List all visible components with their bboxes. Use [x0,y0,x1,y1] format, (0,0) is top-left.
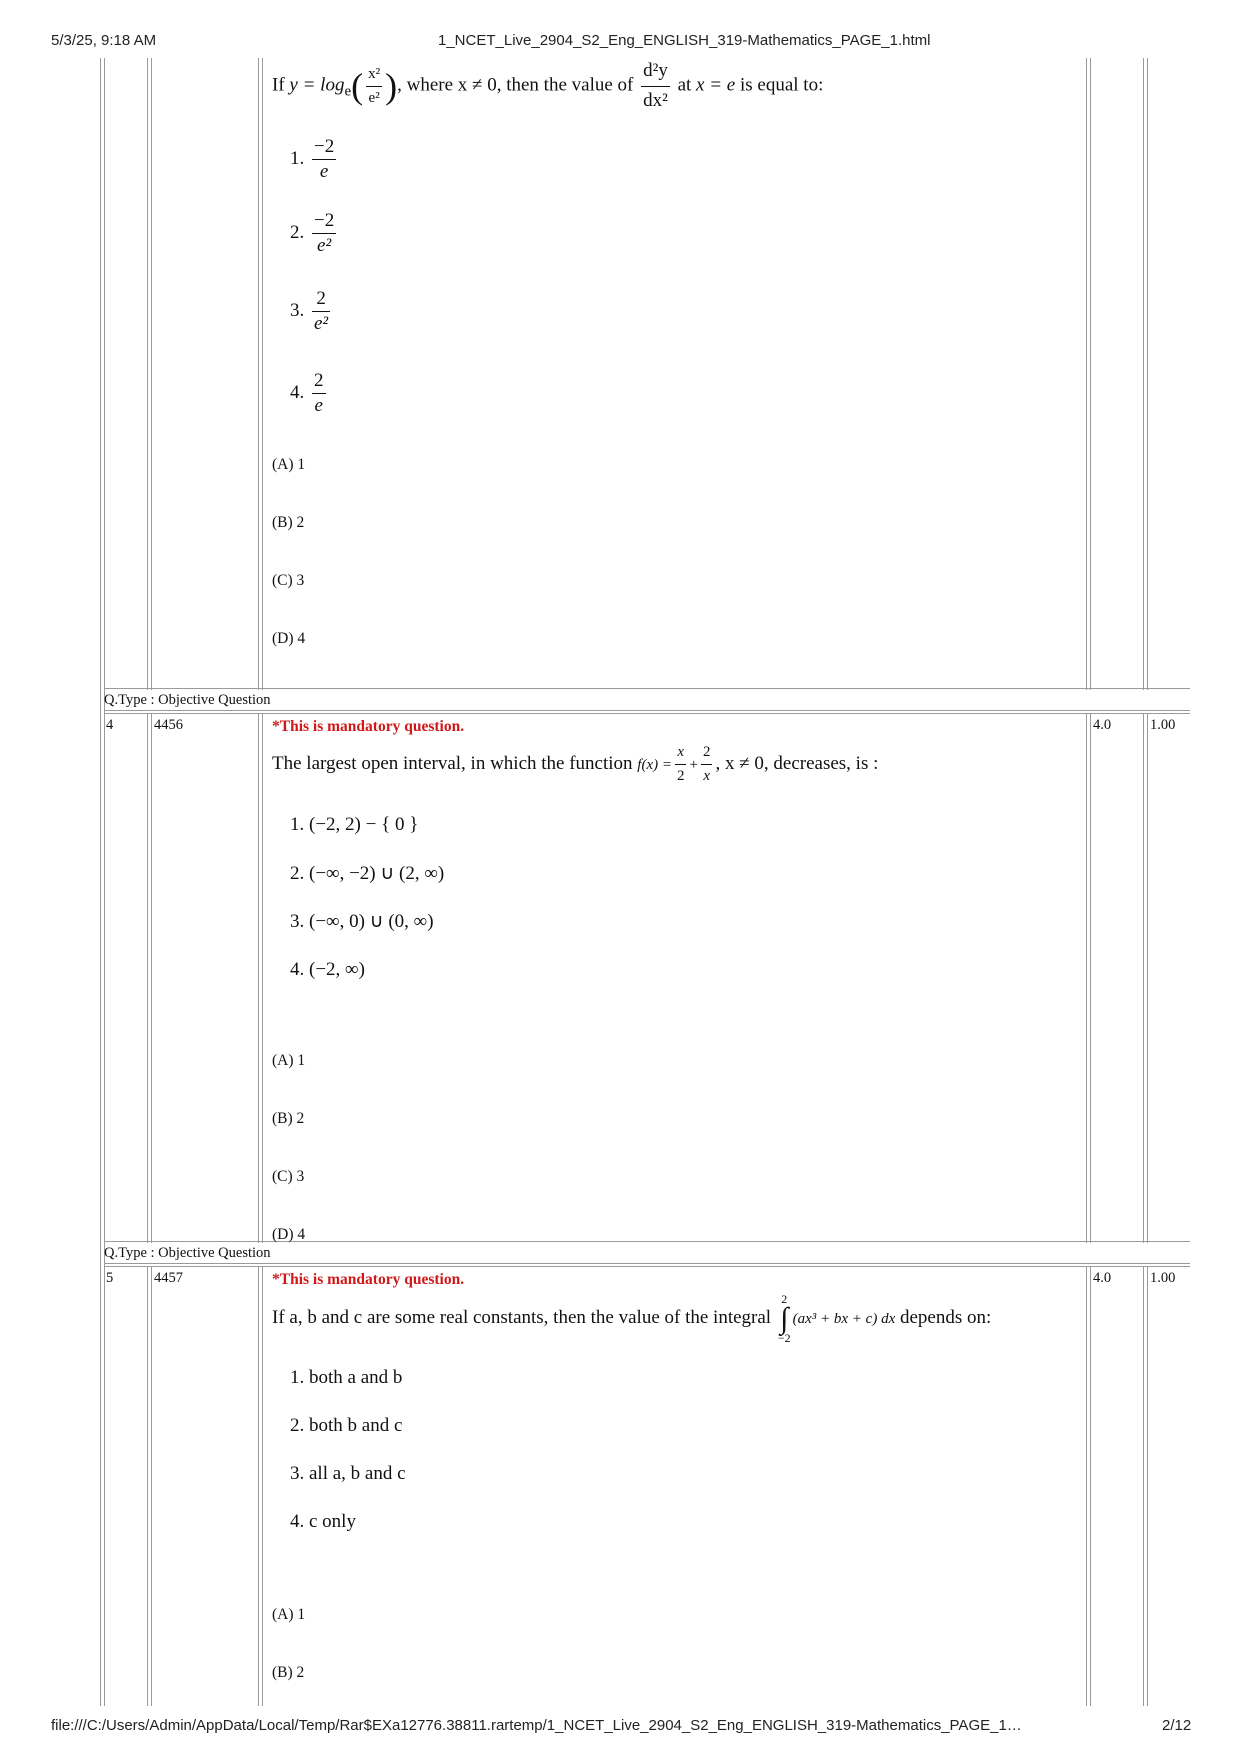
col-divider [262,713,263,1243]
option-4: 4. (−2, ∞) [290,959,365,980]
option-3: 3. all a, b and c [290,1463,406,1484]
row-divider [104,710,1190,711]
second-derivative-fraction: $\frac{\text{d²y}}{\text{dx²}}$ [641,58,670,114]
option-3: 3. (−∞, 0) ∪ (0, ∞) [290,911,434,932]
question-marks: 4.0 [1093,1270,1112,1286]
question-type-row: Q.Type : Objective Question [104,692,271,708]
question-type-row: Q.Type : Objective Question [104,1245,271,1261]
row-divider [104,1241,1190,1242]
question-5-stem: If a, b and c are some real constants, then the value of the integral 2 ∫ −2(ax³ + bx + c) dx depends on: [272,1292,992,1345]
question-negative-marks: 1.00 [1150,717,1176,733]
mandatory-notice: *This is mandatory question. [272,718,465,735]
integral-sign: 2 ∫ −2 [777,1292,791,1345]
question-id: 4457 [154,1270,183,1286]
question-4-body [270,718,1090,1243]
option-1: 1. $\frac{-2}{e}$ [290,136,335,182]
col-divider [258,58,259,690]
print-document-title: 1_NCET_Live_2904_S2_Eng_ENGLISH_319-Mathematics_PAGE_1.html [438,32,931,49]
question-id: 4456 [154,717,183,733]
col-divider [262,1266,263,1706]
row-divider [104,1266,1190,1267]
option-2: 2. (−∞, −2) ∪ (2, ∞) [290,863,445,884]
col-divider [258,1266,259,1706]
col-divider [1090,58,1091,690]
question-5-body [270,1271,1090,1701]
print-file-path: file:///C:/Users/Admin/AppData/Local/Temp/Rar$EXa12776.38811.rartemp/1_NCET_Live_2904_S2_Eng_ENGLISH_319-Mathematics_PAGE_1… [51,1717,1022,1734]
question-negative-marks: 1.00 [1150,1270,1176,1286]
row-divider [104,688,1190,689]
col-divider [1143,1266,1144,1706]
col-divider [1143,58,1144,690]
log-fraction: $\frac{\text{x²}}{\text{e²}}$ [366,64,382,109]
option-2: 2. both b and c [290,1415,403,1436]
table-border-left-inner [104,58,105,1706]
col-divider [147,1266,148,1706]
print-datetime: 5/3/25, 9:18 AM [51,32,157,49]
option-4: 4. c only [290,1511,356,1532]
col-divider [1143,713,1144,1243]
answer-choice-d: (D) 4 [272,630,306,647]
col-divider [151,1266,152,1706]
question-serial-number: 4 [106,717,114,733]
col-divider [1147,1266,1148,1706]
answer-choice-d: (D) 4 [272,1226,306,1243]
option-1: 1. (−2, 2) − { 0 } [290,814,419,835]
table-border-left [100,58,101,1706]
col-divider [1090,1266,1091,1706]
option-2: 2. $\frac{-2}{\text{e²}}$ [290,210,335,256]
question-serial-number: 5 [106,1270,114,1286]
question-3-stem: If $y = \log_e$( $\frac{\text{x²}}{\text{e²}}$ ), where x ≠ 0, then the value of $\frac{\text{d²y}}{\text{dx²}}$ at x = e is equal to: [272,58,823,114]
col-divider [151,713,152,1243]
col-divider [262,58,263,690]
row-divider [104,1263,1190,1264]
option-3: 3. $\frac{2}{\text{e²}}$ [290,288,329,334]
question-4-stem: The largest open interval, in which the function f(x) = $\frac{x}{2}$ + $\frac{2}{x}$ , x ≠ 0, decreases, is : [272,742,878,787]
answer-choice-b: (B) 2 [272,1110,305,1127]
answer-choice-a: (A) 1 [272,456,306,473]
mandatory-notice: *This is mandatory question. [272,1271,465,1288]
col-divider [151,58,152,690]
answer-choice-c: (C) 3 [272,572,305,589]
answer-choice-a: (A) 1 [272,1052,306,1069]
option-1: 1. both a and b [290,1367,403,1388]
print-header [0,32,1240,54]
question-3-body [270,58,1090,688]
col-divider [1090,713,1091,1243]
col-divider [1147,58,1148,690]
option-4: 4. $\frac{2}{e}$ [290,370,324,416]
question-table [100,58,1190,1706]
col-divider [147,58,148,690]
col-divider [1147,713,1148,1243]
answer-choice-c: (C) 3 [272,1168,305,1185]
row-divider [104,713,1190,714]
answer-choice-a: (A) 1 [272,1606,306,1623]
print-page-counter: 2/12 [1162,1717,1192,1734]
question-marks: 4.0 [1093,717,1112,733]
answer-choice-b: (B) 2 [272,1664,305,1681]
answer-choice-b: (B) 2 [272,514,305,531]
col-divider [258,713,259,1243]
col-divider [147,713,148,1243]
print-footer [0,1717,1240,1739]
